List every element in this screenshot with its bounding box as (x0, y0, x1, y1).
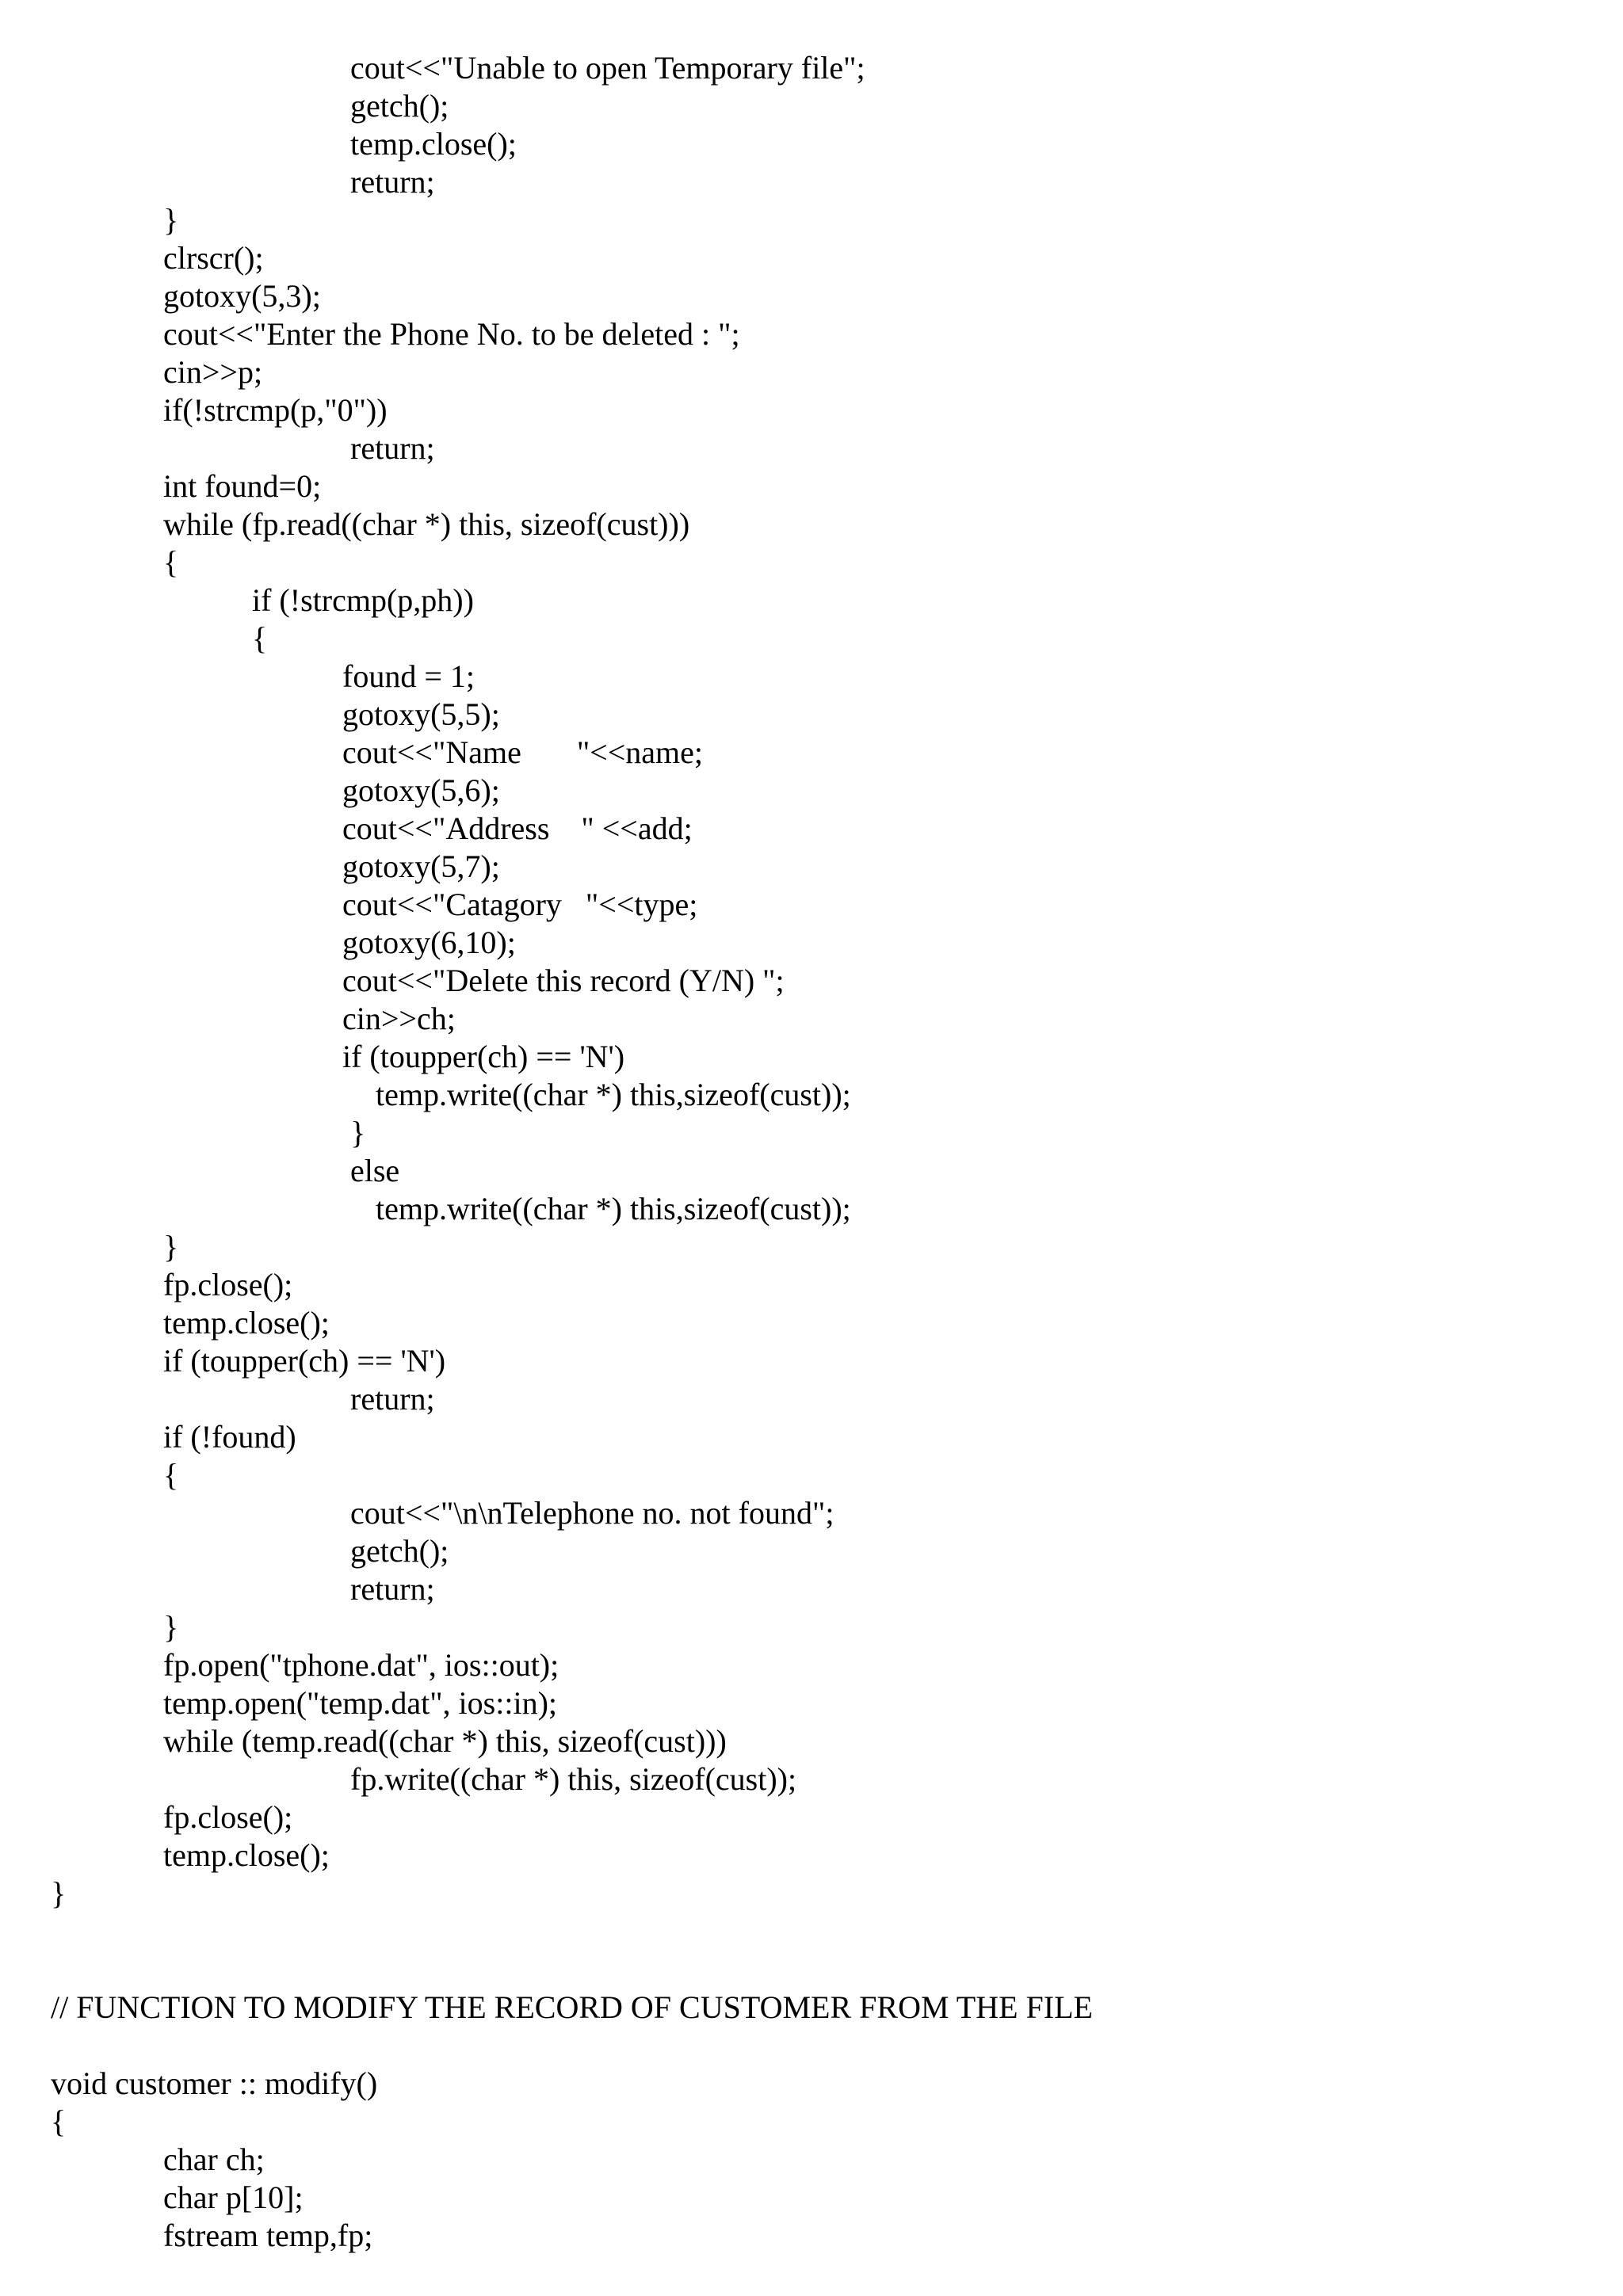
code-line: while (fp.read((char *) this, sizeof(cust))) (163, 506, 690, 542)
code-line: { (163, 1457, 179, 1493)
code-line: temp.close(); (163, 1305, 330, 1341)
code-line: } (163, 1609, 179, 1645)
code-line: cin>>ch; (342, 1001, 456, 1036)
code-line: if (toupper(ch) == 'N') (342, 1039, 625, 1074)
code-line: while (temp.read((char *) this, sizeof(cust))) (163, 1723, 727, 1759)
code-line: else (350, 1153, 400, 1188)
code-line: fstream temp,fp; (163, 2218, 373, 2253)
code-line: } (51, 1875, 67, 1911)
code-line: if (!found) (163, 1419, 296, 1455)
code-line: temp.write((char *) this,sizeof(cust)); (376, 1191, 851, 1226)
code-line: int found=0; (163, 468, 322, 504)
code-line: temp.write((char *) this,sizeof(cust)); (376, 1077, 851, 1112)
code-line: } (350, 1115, 366, 1150)
code-line: found = 1; (342, 658, 475, 694)
code-line: return; (350, 430, 435, 466)
code-line: return; (350, 1381, 435, 1417)
code-line: gotoxy(5,3); (163, 278, 321, 314)
code-line: fp.close(); (163, 1799, 293, 1835)
code-line: { (163, 544, 179, 580)
code-line: if (!strcmp(p,ph)) (252, 582, 474, 618)
code-line: temp.open("temp.dat", ios::in); (163, 1685, 558, 1721)
code-line: return; (350, 1571, 435, 1607)
section-comment: // FUNCTION TO MODIFY THE RECORD OF CUSTOMER FROM THE FILE (51, 1989, 1093, 2025)
code-line: if (toupper(ch) == 'N') (163, 1343, 446, 1379)
code-line: cout<<"Unable to open Temporary file"; (350, 50, 865, 86)
code-line: char p[10]; (163, 2180, 304, 2215)
code-line: { (252, 620, 268, 656)
code-line: gotoxy(5,5); (342, 696, 500, 732)
code-line: fp.write((char *) this, sizeof(cust)); (350, 1761, 797, 1797)
function-signature: void customer :: modify() (51, 2065, 378, 2101)
code-line: } (163, 202, 179, 238)
code-line: char ch; (163, 2142, 265, 2177)
code-line: cout<<"Address " <<add; (342, 810, 693, 846)
code-line: fp.open("tphone.dat", ios::out); (163, 1647, 559, 1683)
code-line: gotoxy(5,7); (342, 849, 500, 884)
code-line: clrscr(); (163, 240, 264, 276)
code-line: temp.close(); (350, 126, 517, 162)
code-line: cout<<"Catagory "<<type; (342, 887, 698, 922)
code-line: getch(); (350, 88, 449, 124)
code-line: { (51, 2103, 67, 2139)
code-line: cout<<"Delete this record (Y/N) "; (342, 963, 785, 998)
code-line: fp.close(); (163, 1267, 293, 1302)
code-line: cout<<"\n\nTelephone no. not found"; (350, 1495, 834, 1531)
code-line: getch(); (350, 1533, 449, 1569)
code-line: return; (350, 164, 435, 200)
code-line: gotoxy(5,6); (342, 772, 500, 808)
code-line: if(!strcmp(p,"0")) (163, 392, 388, 428)
code-line: temp.close(); (163, 1837, 330, 1873)
code-line: cout<<"Name "<<name; (342, 734, 703, 770)
code-line: } (163, 1229, 179, 1264)
code-line: gotoxy(6,10); (342, 925, 516, 960)
code-line: cin>>p; (163, 354, 263, 390)
code-line: cout<<"Enter the Phone No. to be deleted : "; (163, 316, 740, 352)
